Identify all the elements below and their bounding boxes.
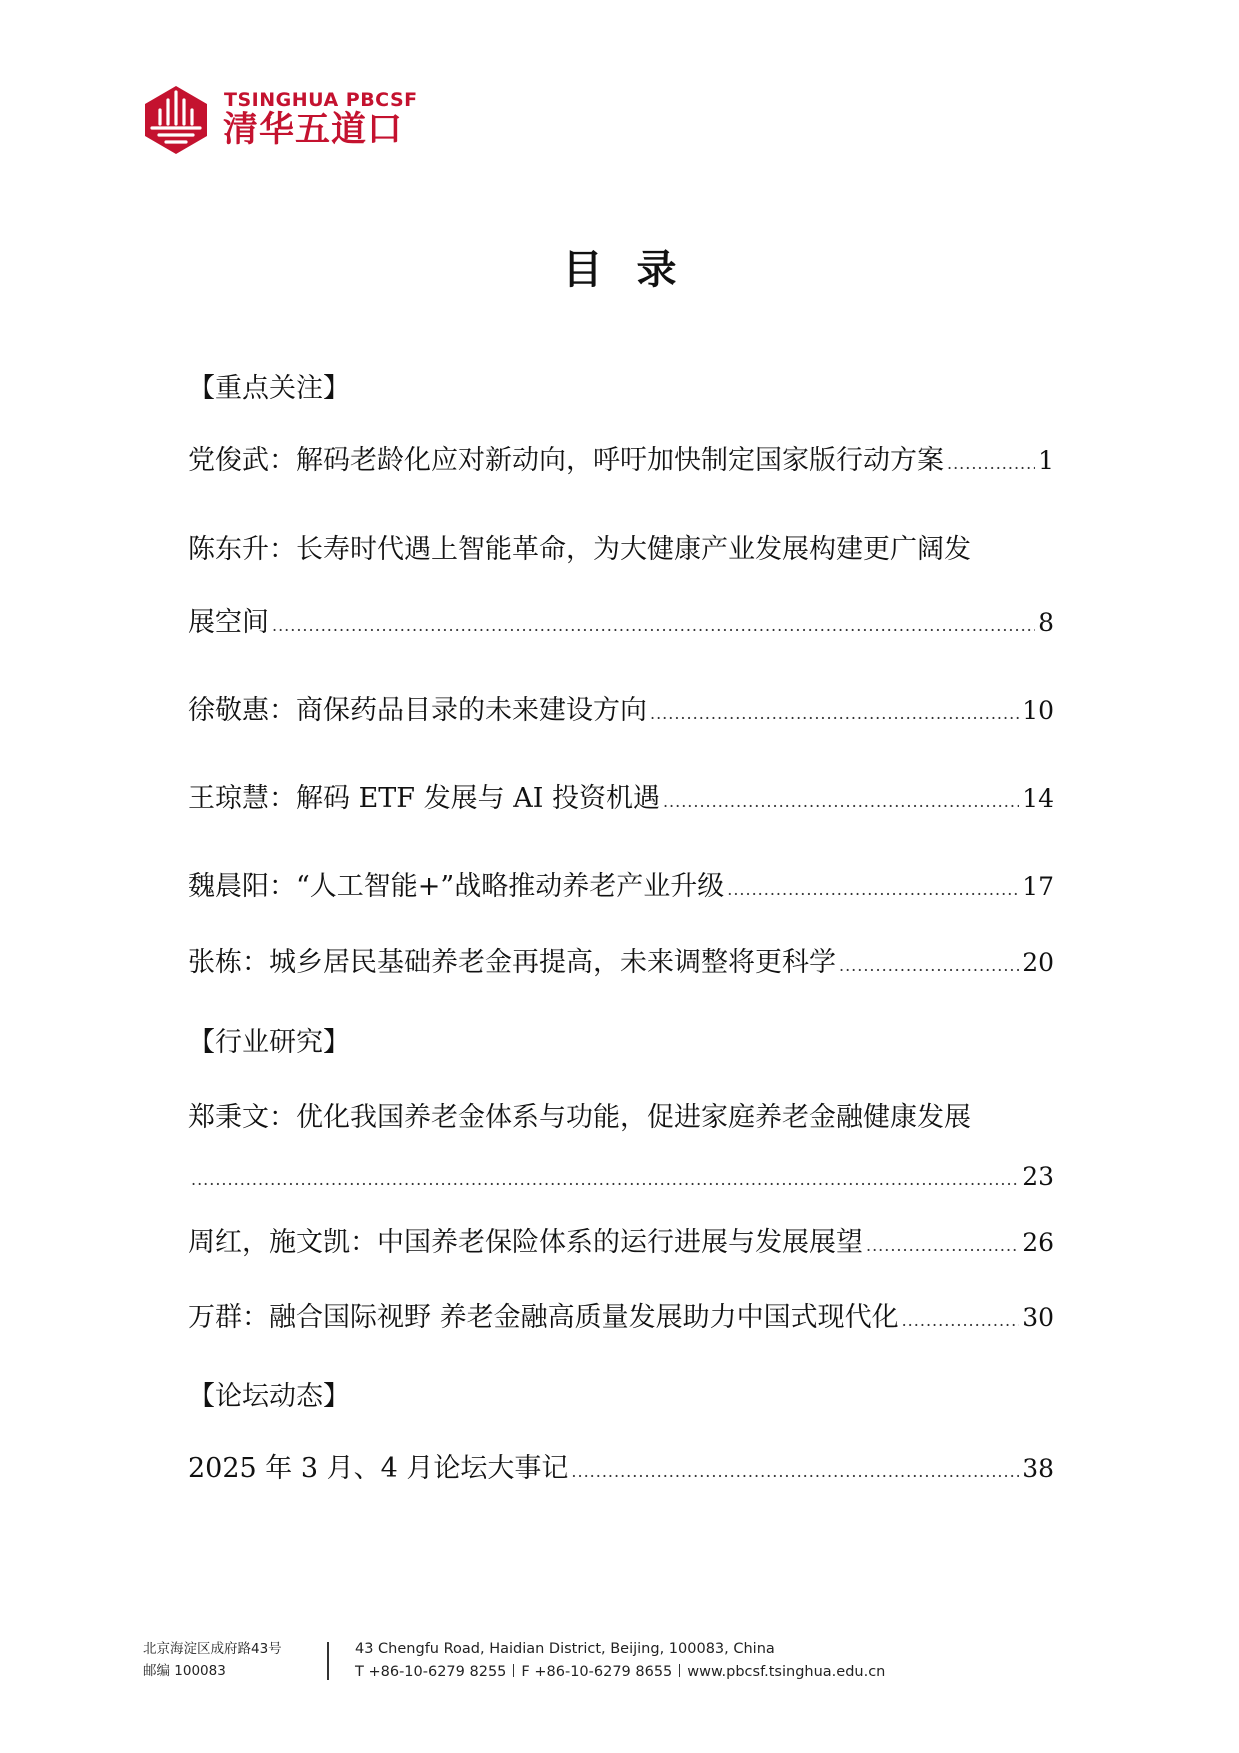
page-title: 目录 — [562, 247, 711, 293]
footer-website-link[interactable]: www.pbcsf.tsinghua.edu.cn — [687, 1664, 886, 1680]
toc-entry-title: 王琼慧：解码 ETF 发展与 AI 投资机遇 — [188, 783, 660, 814]
brand-logo — [143, 84, 418, 160]
toc-page-number: 1 — [1038, 446, 1054, 475]
footer-address-en-line: 43 Chengfu Road, Haidian District, Beijing, 100083, China — [355, 1641, 775, 1657]
toc-entry-title: 展空间 — [188, 607, 269, 638]
toc-entry-title: 周红，施文凯：中国养老保险体系的运行进展与发展展望 — [188, 1227, 863, 1258]
toc-page-number: 20 — [1022, 948, 1054, 977]
toc-leader — [650, 704, 1019, 723]
section-heading: 【论坛动态】 — [188, 1381, 350, 1412]
toc-page-number: 10 — [1022, 696, 1054, 725]
toc-entry-title-line1[interactable]: 陈东升：长寿时代遇上智能革命，为大健康产业发展构建更广阔发 — [188, 534, 971, 565]
footer-divider — [327, 1642, 329, 1680]
footer-tel: T +86-10-6279 8255 — [355, 1664, 507, 1680]
toc-page-number: 14 — [1022, 784, 1054, 813]
toc-page-number: 17 — [1022, 872, 1054, 901]
section-heading: 【重点关注】 — [188, 373, 350, 404]
toc-leader — [947, 454, 1035, 473]
footer-separator — [513, 1664, 514, 1677]
footer-address-cn-line: 北京海淀区成府路43号 — [143, 1641, 282, 1657]
footer-address-cn — [143, 1638, 282, 1682]
toc-entry-title: 2025 年 3 月、4 月论坛大事记 — [188, 1453, 569, 1484]
toc-entry[interactable] — [188, 1446, 1054, 1490]
toc-entry-title-line1[interactable]: 郑秉文：优化我国养老金体系与功能，促进家庭养老金融健康发展 — [188, 1102, 971, 1133]
toc-leader — [839, 956, 1019, 975]
footer-postcode-cn: 邮编 100083 — [143, 1663, 226, 1679]
toc-leader — [727, 880, 1019, 899]
toc-entry-title: 张栋：城乡居民基础养老金再提高，未来调整将更科学 — [188, 947, 836, 978]
footer-separator — [679, 1664, 680, 1677]
footer-contact-line — [355, 1661, 885, 1684]
logo-mark-icon — [143, 84, 209, 156]
footer-fax: F +86-10-6279 8655 — [521, 1664, 673, 1680]
toc-entry[interactable] — [188, 600, 1054, 644]
toc-entry-title: 万群：融合国际视野 养老金融高质量发展助力中国式现代化 — [188, 1302, 899, 1333]
brand-name-en: TSINGHUA PBCSF — [224, 89, 418, 111]
toc-leader — [191, 1170, 1019, 1189]
brand-name-cn: 清华五道口 — [223, 110, 404, 150]
toc-entry[interactable] — [188, 776, 1054, 820]
toc-entry[interactable] — [188, 688, 1054, 732]
toc-page-number: 30 — [1022, 1303, 1054, 1332]
toc-page-number: 38 — [1022, 1454, 1054, 1483]
toc-page-number: 23 — [1022, 1162, 1054, 1191]
toc-leader — [902, 1311, 1020, 1330]
toc-entry[interactable] — [188, 864, 1054, 908]
toc-entry-title: 魏晨阳：“人工智能+”战略推动养老产业升级 — [188, 871, 725, 902]
toc-page-number: 8 — [1038, 608, 1054, 637]
footer-address-en — [355, 1638, 885, 1684]
toc-leader — [663, 792, 1019, 811]
toc-entry[interactable] — [188, 1162, 1054, 1206]
toc-entry[interactable] — [188, 438, 1054, 482]
toc-entry[interactable] — [188, 940, 1054, 984]
toc-leader — [571, 1462, 1019, 1481]
toc-entry-title: 党俊武：解码老龄化应对新动向，呼吁加快制定国家版行动方案 — [188, 445, 944, 476]
toc-entry-title: 徐敬惠：商保药品目录的未来建设方向 — [188, 695, 647, 726]
page-footer — [143, 1638, 1043, 1688]
toc-leader — [272, 616, 1035, 635]
toc-entry[interactable] — [188, 1220, 1054, 1264]
toc-entry[interactable] — [188, 1295, 1054, 1339]
toc-leader — [866, 1236, 1019, 1255]
section-heading: 【行业研究】 — [188, 1027, 350, 1058]
toc-page-number: 26 — [1022, 1228, 1054, 1257]
